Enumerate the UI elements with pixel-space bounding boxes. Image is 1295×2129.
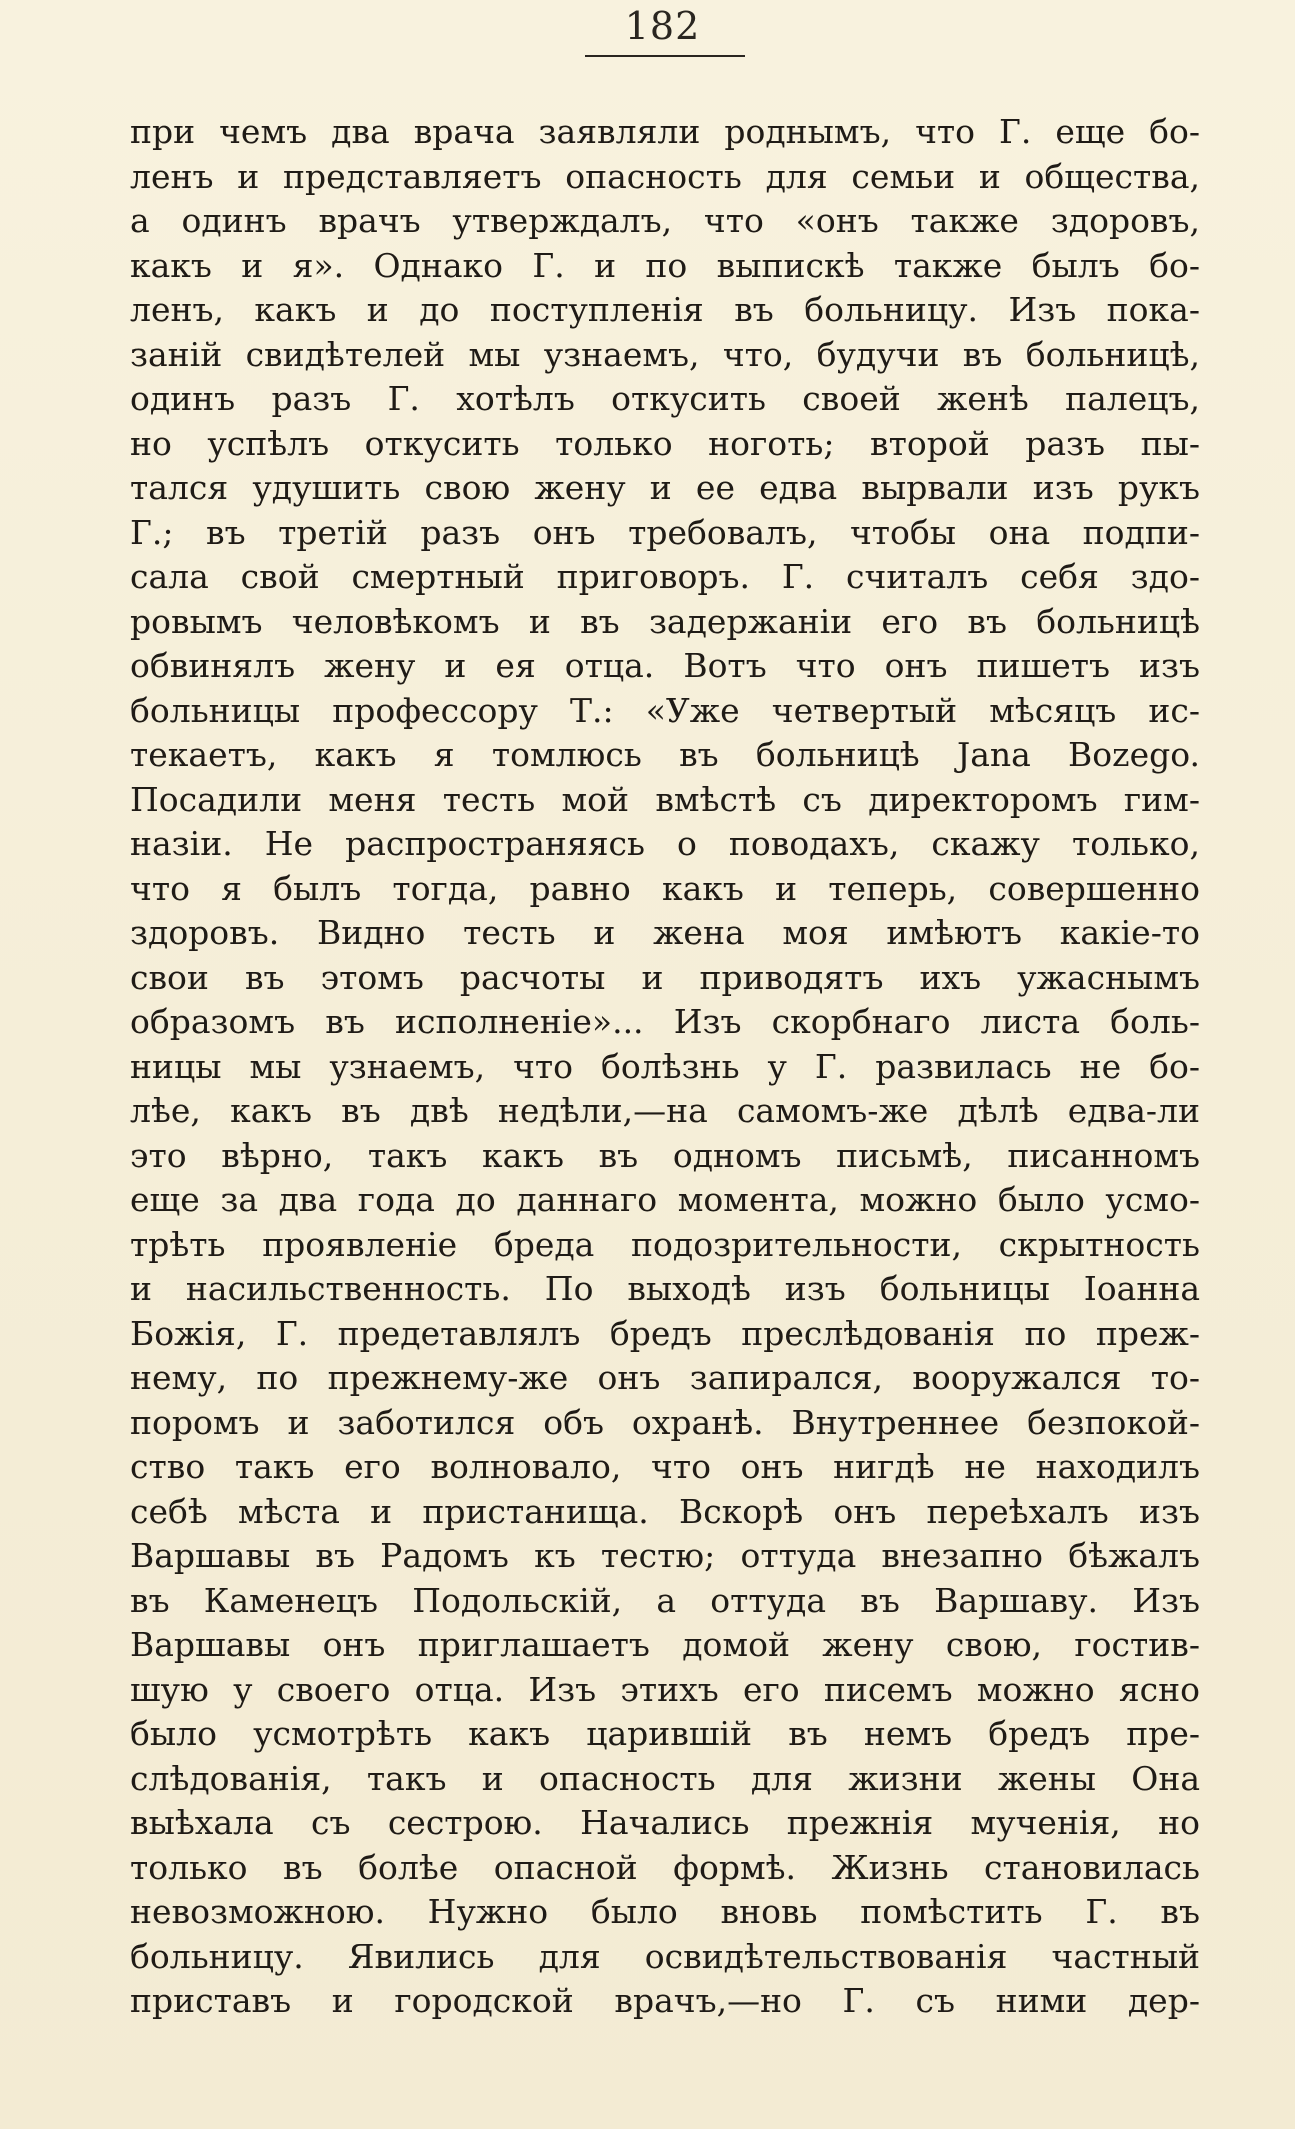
text-line: нему, по прежнему-же онъ запирался, вооружался то- [130, 1358, 1200, 1397]
text-line: а одинъ врачъ утверждалъ, что «онъ также здоровъ, [130, 201, 1200, 240]
text-line: трѣть проявленіе бреда подозрительности, скрытность [130, 1224, 1200, 1264]
header-rule [585, 55, 745, 57]
text-line: назіи. Не распространяясь о поводахъ, скажу только, [130, 824, 1200, 863]
text-line: только въ болѣе опасной формѣ. Жизнь становилась [130, 1847, 1200, 1887]
text-line: сала свой смертный приговоръ. Г. считалъ себя здо- [130, 557, 1200, 596]
text-line: ровымъ человѣкомъ и въ задержаніи его въ больницѣ [130, 601, 1200, 641]
text-line: ницы мы узнаемъ, что болѣзнь у Г. развилась не бо- [130, 1046, 1200, 1086]
text-line: больницы профессору Т.: «Уже четвертый мѣсяцъ ис- [130, 690, 1200, 730]
text-line: въ Каменецъ Подольскій, а оттуда въ Варшаву. Изъ [130, 1580, 1200, 1620]
text-line: ство такъ его волновало, что онъ нигдѣ не находилъ [130, 1447, 1200, 1486]
text-line: Варшавы онъ приглашаетъ домой жену свою, гостив- [130, 1625, 1200, 1664]
body-text [130, 110, 1200, 2024]
text-line: выѣхала съ сестрою. Начались прежнія мученія, но [130, 1803, 1200, 1842]
text-line: приставъ и городской врачъ,—но Г. съ ними дер- [130, 1981, 1200, 2020]
text-line: образомъ въ исполненіе»... Изъ скорбнаго листа боль- [130, 1002, 1200, 1041]
text-line: обвинялъ жену и ея отца. Вотъ что онъ пишетъ изъ [130, 646, 1200, 685]
text-line: было усмотрѣть какъ царившій въ немъ бредъ пре- [130, 1714, 1200, 1753]
text-line: еще за два года до даннаго момента, можно было усмо- [130, 1180, 1200, 1219]
text-line: слѣдованія, такъ и опасность для жизни жены Она [130, 1758, 1200, 1798]
text-line: Божія, Г. предетавлялъ бредъ преслѣдованія по преж- [130, 1313, 1200, 1353]
text-line: шую у своего отца. Изъ этихъ его писемъ можно ясно [130, 1669, 1200, 1709]
text-line: себѣ мѣста и пристанища. Вскорѣ онъ переѣхалъ изъ [130, 1491, 1200, 1531]
page-number: 182 [624, 4, 701, 48]
text-line: ленъ, какъ и до поступленія въ больницу. Изъ пока- [130, 290, 1200, 329]
text-line: свои въ этомъ расчоты и приводятъ ихъ ужаснымъ [130, 957, 1200, 997]
text-line: заній свидѣтелей мы узнаемъ, что, будучи въ больницѣ, [130, 334, 1200, 374]
text-line: здоровъ. Видно тесть и жена моя имѣютъ какіе-то [130, 913, 1200, 952]
text-line: Варшавы въ Радомъ къ тестю; оттуда внезапно бѣжалъ [130, 1536, 1200, 1575]
text-line: что я былъ тогда, равно какъ и теперь, совершенно [130, 868, 1200, 908]
text-line: Г.; въ третій разъ онъ требовалъ, чтобы она подпи- [130, 512, 1200, 552]
text-line: невозможною. Нужно было вновь помѣстить Г. въ [130, 1892, 1200, 1931]
text-line: тался удушить свою жену и ее едва вырвали изъ рукъ [130, 468, 1200, 507]
text-line: одинъ разъ Г. хотѣлъ откусить своей женѣ палецъ, [130, 379, 1200, 418]
text-line: лѣе, какъ въ двѣ недѣли,—на самомъ-же дѣлѣ едва-ли [130, 1091, 1200, 1130]
text-line: и насильственность. По выходѣ изъ больницы Іоанна [130, 1269, 1200, 1308]
text-line: текаетъ, какъ я томлюсь въ больницѣ Jana Bozego. [130, 735, 1200, 774]
text-line: это вѣрно, такъ какъ въ одномъ письмѣ, писанномъ [130, 1135, 1200, 1175]
text-line: ленъ и представляетъ опасность для семьи и общества, [130, 156, 1200, 196]
text-line: больницу. Явились для освидѣтельствованія частный [130, 1936, 1200, 1976]
text-line: но успѣлъ откусить только ноготь; второй разъ пы- [130, 423, 1200, 463]
text-line: какъ и я». Однако Г. и по выпискѣ также былъ бо- [130, 245, 1200, 285]
text-line: Посадили меня тесть мой вмѣстѣ съ директоромъ гим- [130, 779, 1200, 819]
text-line: при чемъ два врача заявляли роднымъ, что Г. еще бо- [130, 112, 1200, 151]
text-line: поромъ и заботился объ охранѣ. Внутреннее безпокой- [130, 1402, 1200, 1442]
